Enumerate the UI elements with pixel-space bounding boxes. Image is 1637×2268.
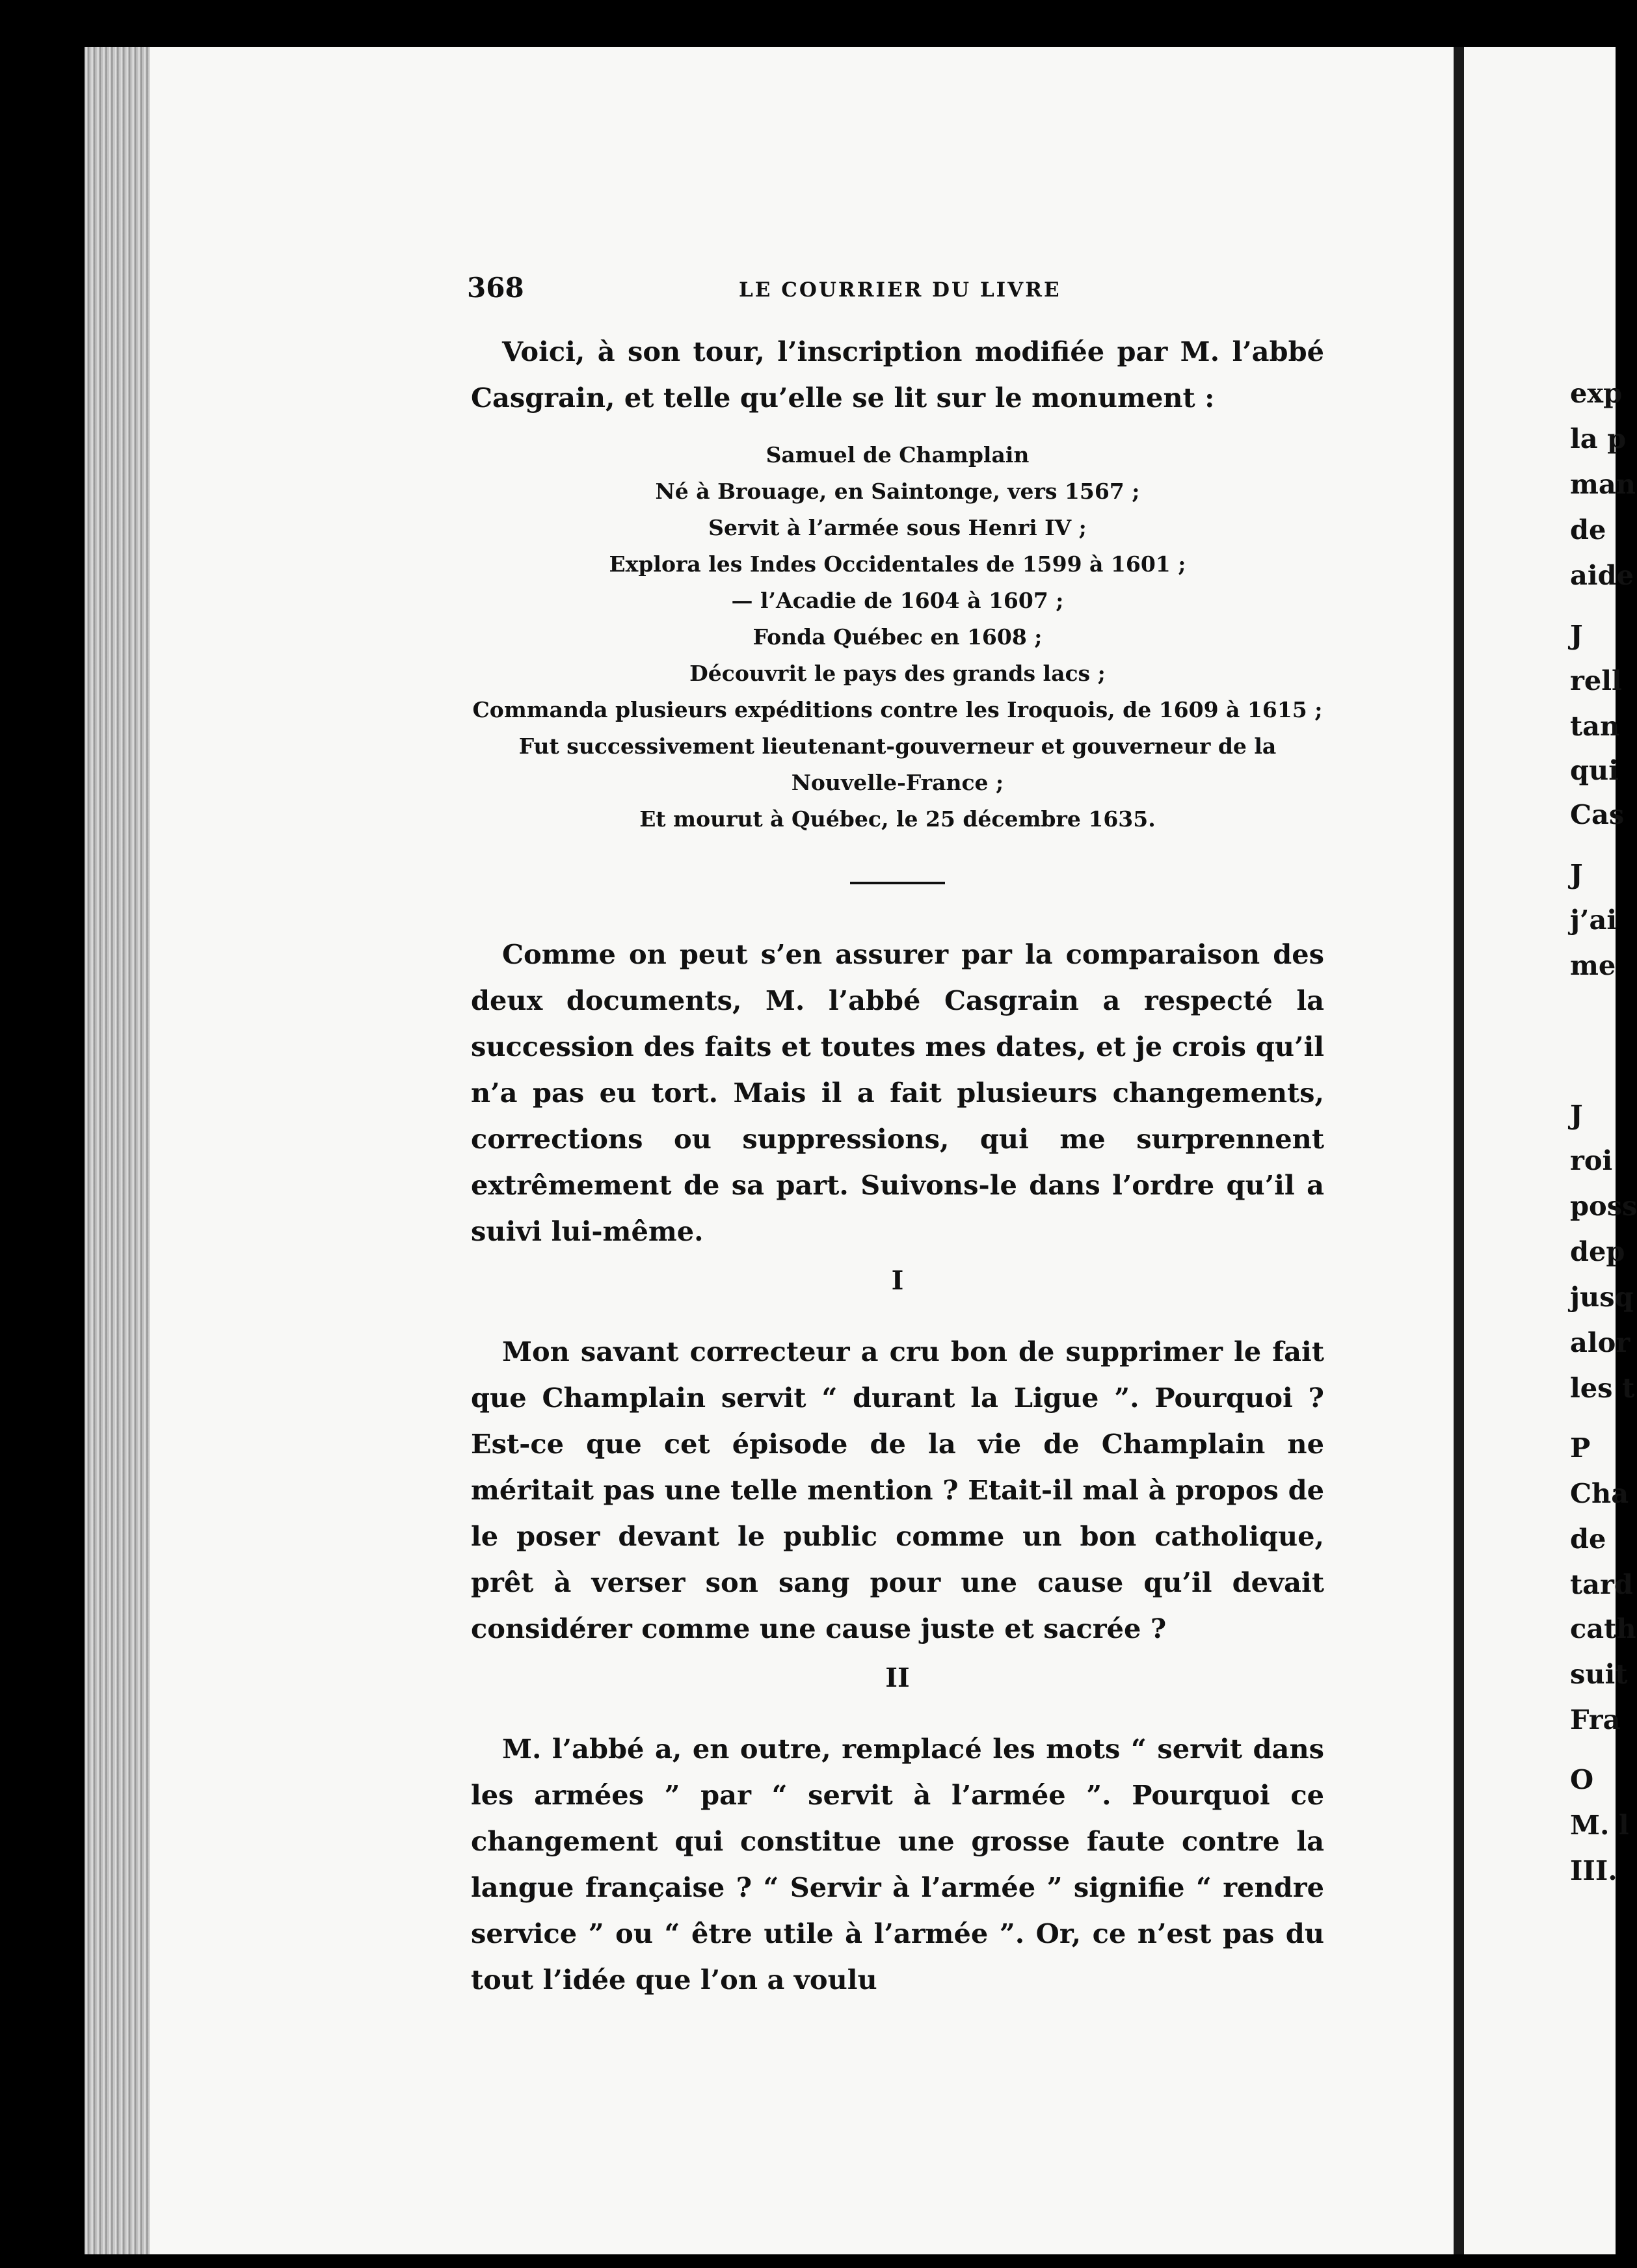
fragment-line: J	[1570, 1099, 1583, 1131]
fragment-line: me	[1570, 949, 1616, 981]
section-2-paragraph: M. l’abbé a, en outre, remplacé les mots “ servit dans les armées ” par “ servit à l’armée ”. Pourquoi ce changement qui constitue une grosse faute contre la langue française ? “ Servir à l’armée ” signifie “ rendre service ” ou “ être utile à l’armée ”. Or, ce n’est pas du tout l’idée que l’on a voulu	[471, 1733, 1324, 1996]
fragment-line: j’ai	[1570, 904, 1617, 936]
inscription-line: Nouvelle-France ;	[791, 770, 1004, 795]
inscription-line: Fut successivement lieutenant-gouverneur et gouverneur de la	[518, 733, 1277, 759]
fragment-line: man	[1570, 468, 1636, 500]
inscription-line: Servit à l’armée sous Henri IV ;	[708, 515, 1087, 540]
fragment-line: dep	[1570, 1235, 1625, 1267]
inscription-line: Né à Brouage, en Saintonge, vers 1567 ;	[655, 479, 1140, 504]
fragment-line: rell	[1570, 665, 1622, 696]
body-column	[471, 328, 1324, 2003]
fragment-line: J	[1570, 619, 1583, 651]
fragment-line: aide	[1570, 559, 1634, 591]
fragment-line: de	[1570, 514, 1606, 546]
fragment-line: exp	[1570, 377, 1623, 409]
comparison-paragraph: Comme on peut s’en assurer par la comparaison des deux documents, M. l’abbé Casgrain a respecté la succession des faits et toutes mes dates, et je crois qu’il n’a pas eu tort. Mais il a fait plusieurs changements, corrections ou suppressions, qui me surprennent extrêmement de sa part. Suivons-le dans l’ordre qu’il a suivi lui-même.	[471, 938, 1324, 1247]
fragment-line: tard	[1570, 1568, 1633, 1600]
inscription-line: Et mourut à Québec, le 25 décembre 1635.	[639, 806, 1156, 832]
fragment-line: jusq	[1570, 1281, 1634, 1313]
page-number: 368	[467, 272, 524, 304]
fragment-line: III.	[1570, 1854, 1617, 1886]
running-head	[467, 272, 1061, 311]
journal-title: LE COURRIER DU LIVRE	[739, 278, 1061, 302]
section-divider-rule	[850, 882, 945, 884]
fragment-line: de	[1570, 1523, 1606, 1555]
section-numeral-2: II	[885, 1663, 910, 1693]
fragment-line: P	[1570, 1432, 1591, 1464]
inscription-line: — l’Acadie de 1604 à 1607 ;	[731, 588, 1064, 613]
fragment-line: tan	[1570, 710, 1620, 742]
section-1-paragraph: Mon savant correcteur a cru bon de supprimer le fait que Champlain servit “ durant la Ligue ”. Pourquoi ? Est-ce que cet épisode de la vie de Champlain ne méritait pas une telle mention ? Etait-il mal à propos de le poser devant le public comme un bon catholique, prêt à verser son sang pour une cause qu’il devait considérer comme une cause juste et sacrée ?	[471, 1336, 1324, 1644]
fragment-line: Fra	[1570, 1704, 1621, 1735]
fragment-line: Cha	[1570, 1477, 1629, 1509]
fragment-line: les t	[1570, 1372, 1635, 1404]
fragment-line: M. l	[1570, 1809, 1629, 1841]
fragment-line: qui	[1570, 754, 1619, 786]
fragment-line: J	[1570, 858, 1583, 890]
book-spine-edge	[85, 47, 150, 2254]
fragment-line: Cas	[1570, 798, 1625, 830]
inscription-line: Commanda plusieurs expéditions contre les Iroquois, de 1609 à 1615 ;	[472, 697, 1323, 722]
fragment-line: la p	[1570, 423, 1627, 455]
section-numeral-1: I	[891, 1265, 904, 1296]
page-gutter	[1454, 47, 1464, 2254]
fragment-line: cath	[1570, 1613, 1636, 1644]
fragment-line: O	[1570, 1763, 1594, 1795]
intro-paragraph: Voici, à son tour, l’inscription modifiée par M. l’abbé Casgrain, et telle qu’elle se lit sur le monument :	[471, 336, 1324, 414]
fragment-line: suit	[1570, 1658, 1628, 1690]
fragment-line: poss	[1570, 1190, 1637, 1222]
inscription-block	[471, 437, 1324, 837]
facing-page	[1464, 47, 1637, 2254]
fragment-line: alor	[1570, 1326, 1630, 1358]
inscription-line: Samuel de Champlain	[765, 442, 1030, 468]
inscription-line: Découvrit le pays des grands lacs ;	[689, 661, 1106, 686]
inscription-line: Fonda Québec en 1608 ;	[752, 624, 1043, 650]
inscription-line: Explora les Indes Occidentales de 1599 à 1601 ;	[609, 551, 1186, 577]
fragment-line: roi	[1570, 1144, 1613, 1176]
